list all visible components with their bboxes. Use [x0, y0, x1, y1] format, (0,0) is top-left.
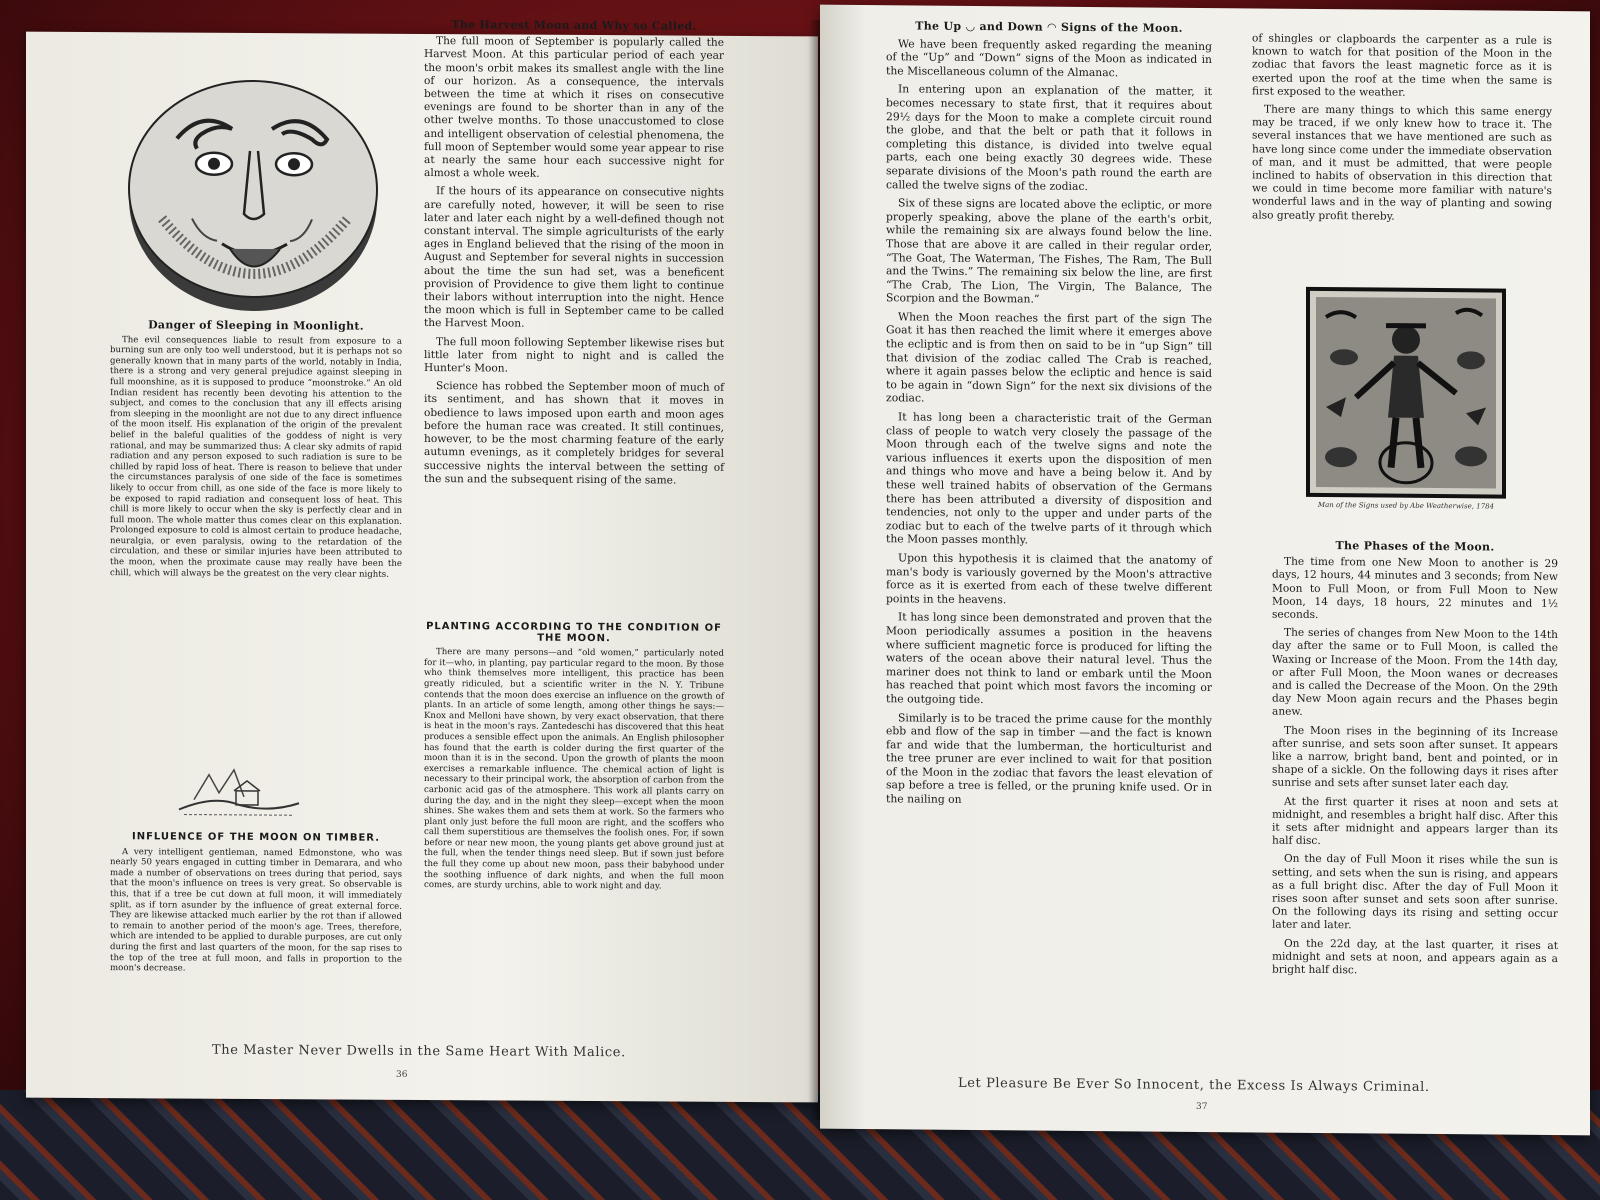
planting-title: PLANTING ACCORDING TO THE CONDITION OF THE MOON. — [426, 621, 722, 644]
timber-body: A very intelligent gentleman, named Edmonstone, who was nearly 50 years engaged in cutting timber in Demarara, and who made a number of observations on trees during that period, says that the moon's influence on trees is very great. So observable is this, that if a tree be cut down at full moon, it will immediately split, as if torn asunder by the influence of great external force. They are likewise attacked much earlier by the rot than if allowed to remain to another period of the moon's age. Trees, therefore, which are intended to be applied to durable purposes, are cut only during the first and last quarters of the moon, for the sap rises to the top of the tree at full moon, and falls in proportion to the moon's decrease. — [110, 846, 402, 974]
right-page — [820, 5, 1590, 1136]
timber-column — [110, 832, 402, 981]
signs-paragraph: Six of these signs are located above the ecliptic, or more properly speaking, above the plane of the earth's orbit, while the remaining six are always found below the line. Those that are above it are called in their regular order, “The Goat, The Waterman, The Fishes, The Ram, The Bull and the Twins.” The remaining six below the line, are first “The Crab, The Lion, The Virgin, The Balance, The Scorpion and the Bowman.” — [886, 196, 1212, 306]
signs-paragraph: When the Moon reaches the first part of the sign The Goat it has then reached the limit where it emerges above the ecliptic and is from then on said to be in “up Sign” till that division of the zodiac called The Crab is reached, where it again passes below the ecliptic and hence is said to be again in “down Sign” for the next six divisions of the zodiac. — [886, 310, 1212, 405]
timber-title: INFLUENCE OF THE MOON ON TIMBER. — [131, 831, 380, 844]
harvest-paragraph: The full moon of September is popularly called the Harvest Moon. At this particular period of each year the moon's orbit makes its smallest angle with the line of our horizon. As a consequence, the intervals between the time at which it rises on consecutive evenings are found to be shorter than in any of the other twelve months. To those unaccustomed to close and intelligent observation of celestial phenomena, the full moon of September would some year appear to rise at nearly the same hour each successive night for almost a whole week. — [424, 35, 724, 180]
left-footer-motto: The Master Never Dwells in the Same Heart With Malice. — [212, 1042, 626, 1061]
signs-column — [886, 19, 1212, 814]
phases-paragraph: The time from one New Moon to another is 29 days, 12 hours, 44 minutes and 3 seconds; from New Moon to Full Moon, or from Full Moon to New Moon, 14 days, 18 hours, 22 minutes and 1½ seconds. — [1272, 555, 1558, 622]
danger-column — [110, 320, 402, 585]
harvest-title: The Harvest Moon and Why so Called. — [451, 18, 697, 33]
signs-paragraph: We have been frequently asked regarding the meaning of the “Up” and “Down” signs of the Moon as indicated in the Miscellaneous column of the Almanac. — [886, 36, 1212, 80]
danger-title: Danger of Sleeping in Moonlight. — [148, 318, 364, 333]
phases-paragraph: On the 22d day, at the last quarter, it rises at midnight and sets at noon, and appears again as a bright half disc. — [1272, 937, 1558, 977]
phases-paragraph: The series of changes from New Moon to the 14th day after the same or to Full Moon, is called the Waxing or Increase of the Moon. From the 14th day, or after Full Moon, the Moon wanes or decreases and is called the Decrease of the Moon. On the 29th day New Moon again recurs and the Phases begin anew. — [1272, 626, 1558, 719]
harvest-paragraph: The full moon following September likewise rises but little later from night to night and is called the Hunter's Moon. — [424, 335, 724, 375]
planting-column — [424, 622, 724, 898]
harvest-column — [424, 18, 724, 493]
phases-title: The Phases of the Moon. — [1335, 539, 1495, 554]
harvest-paragraph: If the hours of its appearance on consecutive nights are carefully noted, however, it will be seen to rise later and later each night by a well-defined though not constant interval. The simple agriculturists of the early ages in England believed that the rising of the moon in August and September for several nights in succession about the time the sun had set, was a beneficent provision of Providence to give them light to continue their labors without interruption into the night. Hence the moon which is full in September came to be called the Harvest Moon. — [424, 185, 724, 331]
signs-paragraph: Similarly is to be traced the prime cause for the monthly ebb and flow of the sap in timber —and the fact is known far and wide that the lumberman, the horticulturist and the tree pruner are ever inclined to wait for that position of the Moon in the zodiac that favors the least elevation of sap before a tree is felled, or the pruning knife used. Or in the nailing on — [886, 710, 1212, 806]
signs-paragraph: Upon this hypothesis it is claimed that the anatomy of man's body is variously governed by the Moon's attractive force as it is exerted from each of these twelve different points in the heavens. — [886, 551, 1212, 607]
phases-paragraph: At the first quarter it rises at noon and sets at midnight, and resembles a bright half disc. After this it sets after midnight and appears larger than its half disc. — [1272, 795, 1558, 848]
continuation-column — [1252, 32, 1552, 229]
left-page-number: 36 — [396, 1069, 408, 1080]
phases-paragraph: On the day of Full Moon it rises while the sun is setting, and sets when the sun is rising, and appears as a full bright disc. After the day of Full Moon it rises soon after sunset and sets soon after sunrise. On the following days its rising and setting occur later and later. — [1272, 853, 1558, 932]
signs-title: The Up ◡ and Down ◠ Signs of the Moon. — [915, 19, 1183, 35]
moon-face-engraving — [122, 68, 384, 320]
man-of-signs-woodcut — [1306, 287, 1506, 525]
left-page — [26, 18, 818, 1103]
planting-body: There are many persons—and “old women,” particularly noted for it—who, in planting, pay particular regard to the moon. By those who think themselves more intelligent, this practice has been greatly ridiculed, but a scientific writer in the N. Y. Tribune contends that the moon does exercise an influence on the growth of plants. In an article of some length, among other things he says:—Knox and Melloni have shown, by very exact observation, that there is heat in the moon's rays. Zantedeschi has discovered that this heat produces a sensible effect upon the animals. An English philosopher has found that the earth is colder during the first quarter of the moon than it is in the second. Upon the growth of plants the moon exercises a remarkable influence. The chemical action of light is necessary to their principal work, the absorption of carbon from the carbonic acid gas of the atmosphere. This work all plants carry on during the day, and in the night they sleep—except when the moon shines. She wakes them and sets them at work. So the farmers who plant only just before the full moon are right, and the scoffers who call them superstitious are themselves the foolish ones. For, if sown before or near new moon, the young plants get above ground just at the full, when the tender things need sleep. But if sown just before the full they come up about new moon, pass their babyhood under the soothing influence of dark nights, and when the full moon comes, are sturdy urchins, able to work night and day. — [424, 647, 724, 892]
phases-column — [1272, 539, 1558, 985]
harvest-paragraph: Science has robbed the September moon of much of its sentiment, and has shown that it moves in obedience to laws imposed upon earth and moon ages before the human race was created. It still continues, however, to be the most charming feature of the early autumn evenings, as it completely bridges for several successive nights the interval between the setting of the sun and the subsequent rising of the same. — [424, 380, 724, 487]
woodcut-caption: Man of the Signs used by Abe Weatherwise, 1784 — [1317, 500, 1495, 511]
signs-paragraph: In entering upon an explanation of the matter, it becomes necessary to state first, that it requires about 29½ days for the Moon to make a complete circuit round the globe, and that the belt or path that it follows in completing this distance, is divided into twelve equal parts, each one being exactly 30 degrees wide. These separate divisions of the Moon's path round the earth are called the twelve signs of the zodiac. — [886, 82, 1212, 193]
danger-body: The evil consequences liable to result from exposure to a burning sun are only too well understood, but it is perhaps not so generally known that in many parts of the world, notably in India, there is a strong and very general prejudice against sleeping in full moonshine, as it is supposed to produce “moonstroke.” An old Indian resident has recently been devoting his attention to the subject, and comes to the conclusion that any ill effects arising from sleeping in the moonlight are not due to any direct influence of the moon itself. His explanation of the origin of the prevalent belief in the baleful qualities of the goddess of night is very rational, and may be summarized thus: A clear sky admits of rapid radiation and any person exposed to such radiation is sure to be chilled by rapid loss of heat. There is reason to believe that under the circumstances paralysis of one side of the face is sometimes likely to occur from chill, as one side of the face is more likely to be exposed to rapid radiation and consequent loss of heat. This chill is more likely to occur when the sky is perfectly clear and in full moon. The whole matter thus comes clear on this explanation. Prolonged exposure to cold is almost certain to produce headache, neuralgia, or even paralysis, owing to the retardation of the circulation, and these or similar injuries have been attributed to the moon, when the proximate cause may really have been the chill, which will always be the greatest on the very clear nights. — [110, 334, 402, 580]
phases-paragraph: The Moon rises in the beginning of its Increase after sunrise, and sets soon after sunset. It appears like a narrow, bright band, bent and pointed, or in shape of a sickle. On the following days it rises after sunrise and sets after sunset later each day. — [1272, 724, 1558, 792]
signs-paragraph: It has long been a characteristic trait of the German class of people to watch very closely the passage of the Moon through each of the twelve signs and note the various influences it exerts upon the disposition of men and things who move and have a being below it. And by these well trained habits of observation of the Germans there has been attributed a diversity of disposition and tendencies, not only to the upper and under parts of the zodiac but to each of the twelve parts of it through which the Moon passes monthly. — [886, 410, 1212, 547]
signs-paragraph: It has long since been demonstrated and proven that the Moon periodically assumes a position in the heavens where sufficient magnetic force is produced for lifting the waters of the ocean above their natural level. Thus the mariner does not think to land or embark until the Moon has reached that point which most favors the incoming or the outgoing tide. — [886, 610, 1212, 706]
landscape-vignette — [174, 754, 304, 821]
right-footer-motto: Let Pleasure Be Ever So Innocent, the Excess Is Always Criminal. — [958, 1075, 1430, 1095]
continuation-paragraph: There are many things to which this same energy may be traced, if we only knew how to trace it. The several instances that we have mentioned are such as have long since come under the immediate observation of man, and it must be admitted, that were people inclined to habits of observation in this direction that we could in time become more familiar with nature's wonderful laws and in the way of planting and sowing also greatly profit thereby. — [1252, 103, 1552, 223]
right-page-number: 37 — [1196, 1101, 1208, 1113]
continuation-paragraph: of shingles or clapboards the carpenter as a rule is known to watch for that position of the Moon in the zodiac that favors the least magnetic force as it is exerted upon the roof at the time when the same is first exposed to the weather. — [1252, 32, 1552, 99]
